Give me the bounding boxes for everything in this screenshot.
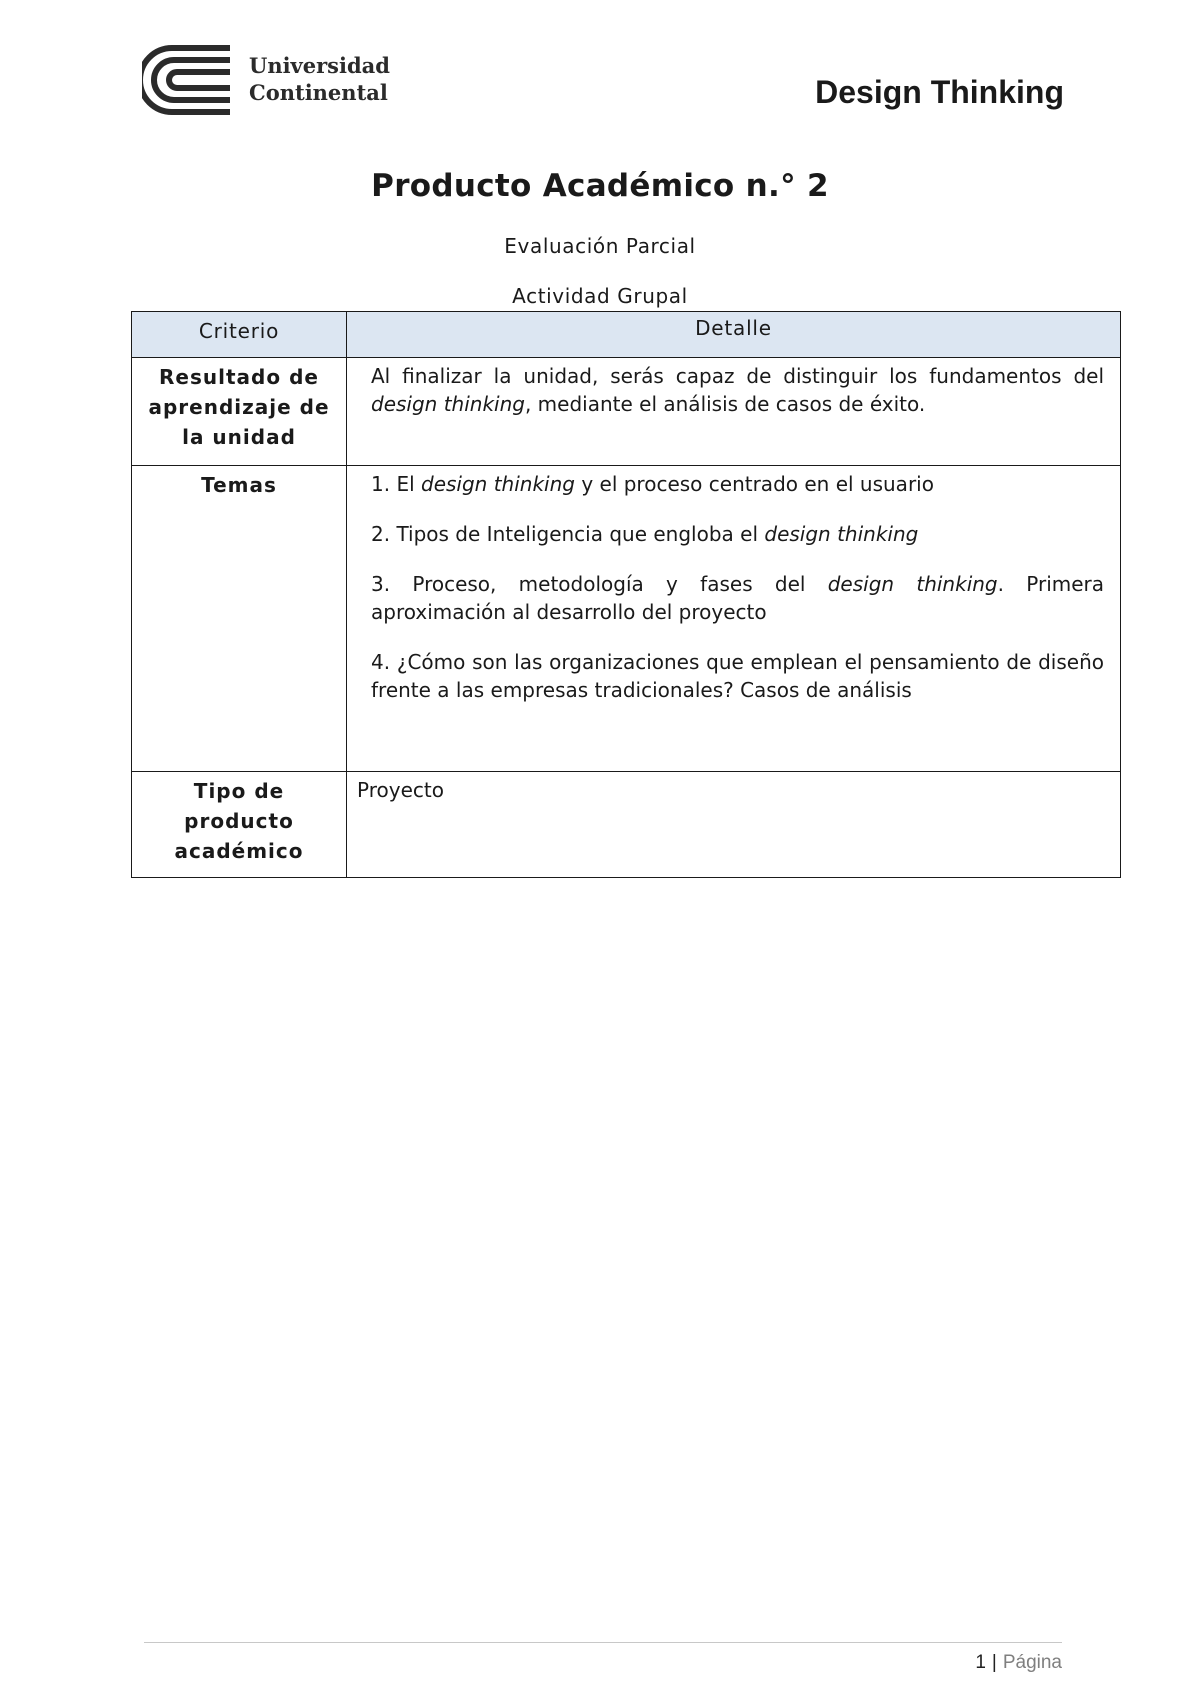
page-label: Página: [1002, 1652, 1062, 1673]
row-label-temas: Temas: [132, 466, 347, 772]
topic-1-text: 1. El: [371, 472, 421, 496]
topic-3-text: 3. Proceso, metodología y fases del: [371, 572, 828, 596]
table-row: [132, 772, 1121, 878]
resultado-text: [371, 362, 1104, 418]
topic-1-text-end: y el proceso centrado en el usuario: [574, 472, 934, 496]
footer-separator: |: [991, 1652, 997, 1673]
evaluation-subtitle: Evaluación Parcial: [504, 234, 696, 258]
activity-subtitle: Actividad Grupal: [512, 284, 688, 308]
header-detalle: Detalle: [347, 312, 1121, 358]
logo-line-2: Continental: [249, 80, 388, 105]
universidad-continental-logo-icon: [142, 44, 238, 116]
rubric-table: [131, 311, 1121, 878]
page-footer: [975, 1652, 1062, 1674]
resultado-text-em: design thinking: [371, 392, 525, 416]
page-number: 1: [975, 1652, 986, 1673]
topic-2-text: 2. Tipos de Inteligencia que engloba el: [371, 522, 765, 546]
topic-item-3: [371, 570, 1104, 626]
topic-item-2: [371, 520, 1104, 548]
topic-2-em: design thinking: [764, 522, 919, 546]
table-row: [132, 358, 1121, 466]
resultado-text-b: , mediante el análisis de casos de éxito.: [524, 392, 926, 416]
row-detail-tipo: Proyecto: [347, 772, 1121, 878]
resultado-text-a: Al finalizar la unidad, serás capaz de distinguir los fundamentos del: [371, 364, 1104, 388]
table-row: [132, 466, 1121, 772]
logo-wordmark: [249, 52, 390, 106]
topic-3-text-end: . Primera aproximación al desarrollo del proyecto: [371, 572, 1105, 624]
topic-item-1: [371, 470, 1104, 498]
topic-4-text: 4. ¿Cómo son las organizaciones que emplean el pensamiento de diseño frente a las empresas tradicionales? Casos de análisis: [371, 650, 1104, 702]
document-title: Producto Académico n.° 2: [371, 168, 829, 204]
row-detail-temas: [347, 466, 1121, 772]
row-detail-resultado: [347, 358, 1121, 466]
logo-line-1: Universidad: [249, 53, 390, 78]
row-label-resultado: Resultado de aprendizaje de la unidad: [132, 358, 347, 466]
row-label-tipo: Tipo de producto académico: [132, 772, 347, 878]
table-header-row: [132, 312, 1121, 358]
topic-1-em: design thinking: [421, 472, 575, 496]
course-title: Design Thinking: [815, 74, 1064, 110]
footer-divider: [144, 1642, 1062, 1643]
topic-3-em: design thinking: [827, 572, 998, 596]
university-logo: [142, 44, 402, 116]
topic-item-4: [371, 648, 1104, 704]
header-criterio: Criterio: [132, 312, 347, 358]
